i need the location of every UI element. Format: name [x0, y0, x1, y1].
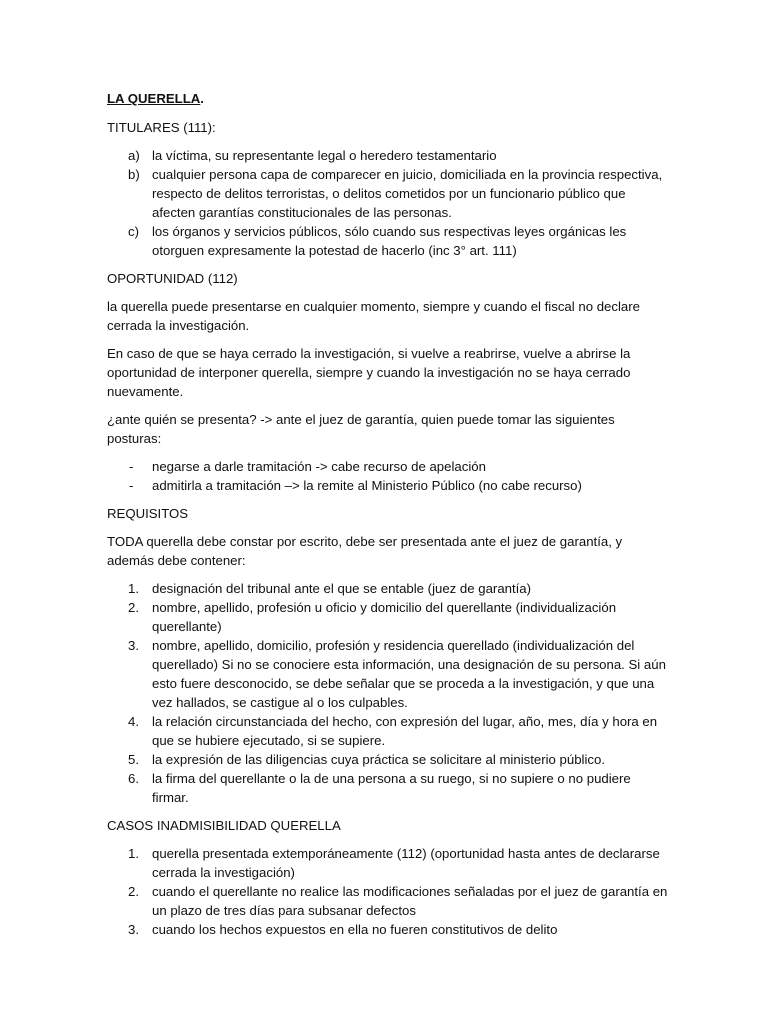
requisitos-heading: REQUISITOS: [107, 506, 189, 521]
inadmisibilidad-list: [107, 844, 668, 939]
requisitos-list: [107, 579, 668, 807]
list-item-text: cualquier persona capa de comparecer en juicio, domiciliada en la provincia respectiva, respecto de delitos terroristas, o delitos cometidos por un funcionario público que afecten garantías constitucionales de las personas.: [152, 167, 663, 220]
list-item: [107, 476, 668, 495]
list-item: [107, 769, 668, 807]
list-item: [107, 712, 668, 750]
oportunidad-question: ¿ante quién se presenta? -> ante el juez de garantía, quien puede tomar las siguientes posturas:: [107, 412, 615, 446]
list-item-text: nombre, apellido, domicilio, profesión y residencia querellado (individualización del querellado) Si no se conociere esta información, una designación de su persona. Si aún esto fuere desconocido, se debe señalar que se proceda a la investigación, y que una vez hallados, se castigue al o los culpables.: [152, 638, 666, 710]
list-item-text: nombre, apellido, profesión u oficio y domicilio del querellante (individualización querellante): [152, 600, 617, 634]
list-marker: 2.: [128, 884, 139, 899]
list-item-text: negarse a darle tramitación -> cabe recurso de apelación: [152, 459, 486, 474]
list-marker: a): [128, 148, 140, 163]
titulares-list: [107, 146, 668, 260]
document-title-suffix: .: [200, 91, 204, 106]
list-item: [107, 579, 668, 598]
list-item-text: la firma del querellante o la de una persona a su ruego, si no supiere o no pudiere firmar.: [152, 771, 631, 805]
list-marker: -: [129, 478, 134, 493]
list-item: [107, 457, 668, 476]
list-item: [107, 165, 668, 222]
document-title-text: LA QUERELLA: [107, 91, 201, 106]
list-marker: 2.: [128, 600, 139, 615]
list-item-text: cuando el querellante no realice las modificaciones señaladas por el juez de garantía en un plazo de tres días para subsanar defectos: [152, 884, 668, 918]
inadmisibilidad-heading: CASOS INADMISIBILIDAD QUERELLA: [107, 818, 341, 833]
oportunidad-paragraph-2: En caso de que se haya cerrado la investigación, si vuelve a reabrirse, vuelve a abrirse la oportunidad de interponer querella, siempre y cuando la investigación no se haya cerrado nuevamente.: [107, 346, 631, 399]
requisitos-intro: TODA querella debe constar por escrito, debe ser presentada ante el juez de garantía, y además debe contener:: [107, 534, 623, 568]
list-marker: 3.: [128, 638, 139, 653]
list-marker: 6.: [128, 771, 139, 786]
oportunidad-heading: OPORTUNIDAD (112): [107, 271, 238, 286]
list-item-text: los órganos y servicios públicos, sólo cuando sus respectivas leyes orgánicas les otorguen expresamente la potestad de hacerlo (inc 3° art. 111): [152, 224, 627, 258]
list-item: [107, 636, 668, 712]
list-marker: -: [129, 459, 134, 474]
posturas-list: [107, 457, 668, 495]
list-item-text: querella presentada extemporáneamente (112) (oportunidad hasta antes de declararse cerrada la investigación): [152, 846, 660, 880]
list-marker: 1.: [128, 581, 139, 596]
list-item-text: la expresión de las diligencias cuya práctica se solicitare al ministerio público.: [152, 752, 605, 767]
list-item-text: designación del tribunal ante el que se entable (juez de garantía): [152, 581, 532, 596]
list-marker: 4.: [128, 714, 139, 729]
list-item: [107, 146, 668, 165]
document-title: [107, 89, 668, 108]
list-marker: 1.: [128, 846, 139, 861]
list-item: [107, 750, 668, 769]
list-marker: 5.: [128, 752, 139, 767]
list-item: [107, 882, 668, 920]
list-item-text: cuando los hechos expuestos en ella no fueren constitutivos de delito: [152, 922, 558, 937]
titulares-heading: TITULARES (111):: [107, 120, 216, 135]
list-item: [107, 598, 668, 636]
oportunidad-paragraph-1: la querella puede presentarse en cualquier momento, siempre y cuando el fiscal no declare cerrada la investigación.: [107, 299, 640, 333]
list-item-text: la relación circunstanciada del hecho, con expresión del lugar, año, mes, día y hora en que se hubiere ejecutado, si se supiere.: [152, 714, 658, 748]
list-item: [107, 844, 668, 882]
list-item-text: admitirla a tramitación –> la remite al Ministerio Público (no cabe recurso): [152, 478, 582, 493]
list-item: [107, 920, 668, 939]
list-marker: b): [128, 167, 140, 182]
list-item-text: la víctima, su representante legal o heredero testamentario: [152, 148, 497, 163]
list-marker: c): [128, 224, 139, 239]
list-marker: 3.: [128, 922, 139, 937]
list-item: [107, 222, 668, 260]
